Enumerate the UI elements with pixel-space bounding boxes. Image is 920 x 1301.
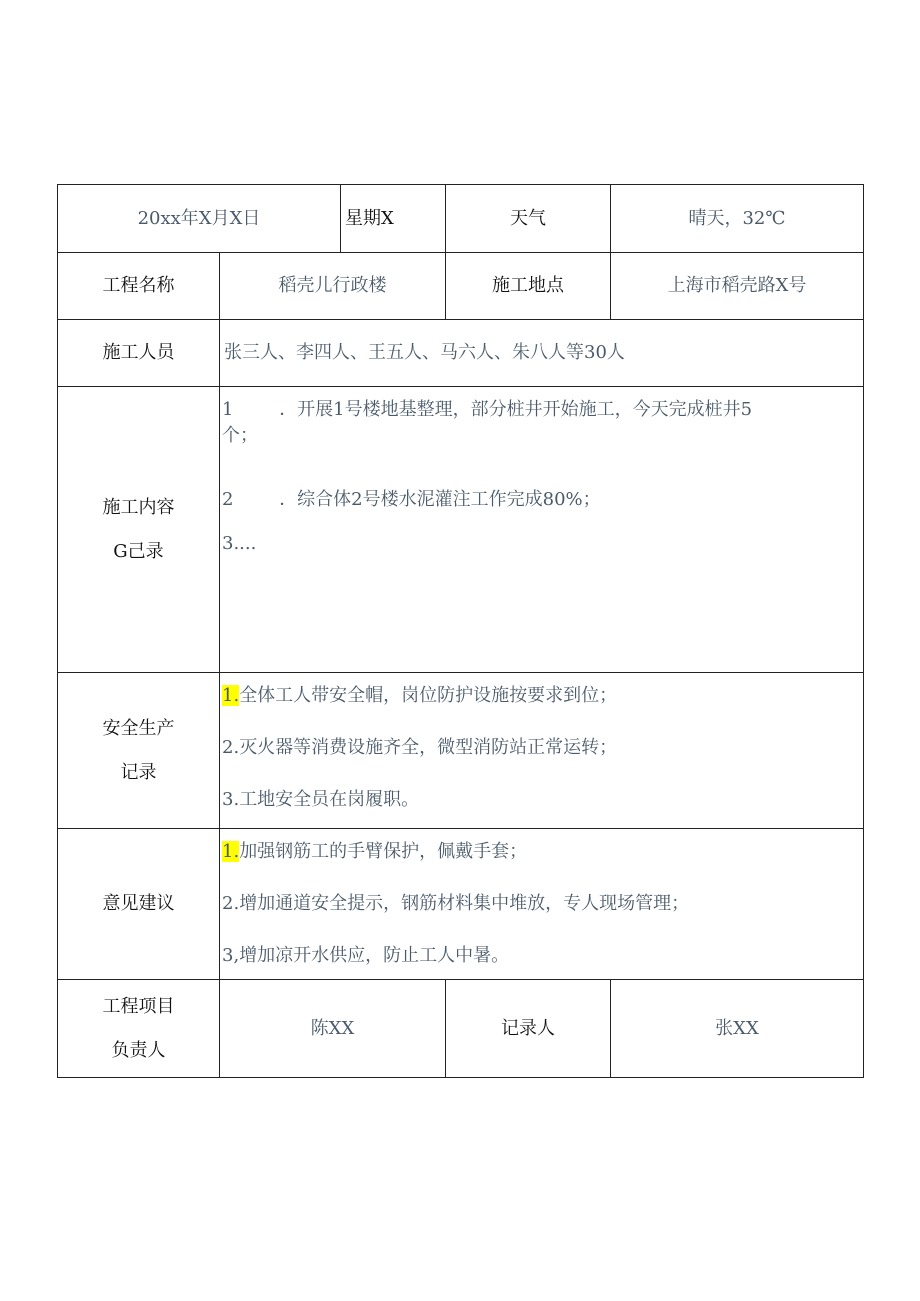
work-item bbox=[222, 487, 855, 513]
safety-row bbox=[58, 673, 864, 829]
weather-label: 天气 bbox=[510, 207, 546, 229]
recorder-value-cell bbox=[611, 980, 864, 1078]
safety-item-text: 工地安全员在岗履职。 bbox=[239, 789, 420, 810]
suggestions-content-cell bbox=[220, 829, 864, 980]
suggestion-item bbox=[222, 943, 855, 969]
recorder-label: 记录人 bbox=[501, 1017, 555, 1039]
manager-value-cell bbox=[220, 980, 446, 1078]
safety-item bbox=[222, 787, 855, 813]
staff-row bbox=[58, 320, 864, 387]
safety-item-number: 2. bbox=[222, 737, 240, 758]
suggestion-item-text: 增加通道安全提示，钢筋材料集中堆放，专人现场管理； bbox=[239, 893, 690, 914]
safety-label-cell bbox=[58, 673, 220, 829]
suggestion-item-number: 3, bbox=[222, 945, 240, 966]
header-row bbox=[58, 185, 864, 253]
staff-label-cell bbox=[58, 320, 220, 387]
date-cell bbox=[58, 185, 341, 253]
work-item bbox=[222, 531, 855, 557]
recorder-label-cell bbox=[446, 980, 611, 1078]
weekday-value: 星期X bbox=[345, 207, 394, 229]
work-item-continuation: 个； bbox=[222, 425, 258, 446]
safety-item-text: 灭火器等消费设施齐全，微型消防站正常运转； bbox=[239, 737, 618, 758]
suggestion-item-number: 1. bbox=[222, 841, 240, 862]
project-name-value: 稻壳儿行政楼 bbox=[278, 275, 387, 297]
work-row bbox=[58, 387, 864, 673]
safety-label-line1: 安全生产 bbox=[102, 718, 175, 740]
suggestion-item-text: 增加凉开水供应，防止工人中暑。 bbox=[239, 945, 510, 966]
project-name-label: 工程名称 bbox=[102, 275, 175, 297]
safety-item-number: 3. bbox=[222, 789, 240, 810]
location-label-cell bbox=[446, 253, 611, 320]
suggestions-label: 意见建议 bbox=[102, 893, 175, 915]
manager-label-cell bbox=[58, 980, 220, 1078]
suggestion-item bbox=[222, 891, 855, 917]
work-item-text: ．开展1号楼地基整理，部分桩井开始施工，今天完成桩井5 bbox=[279, 399, 753, 420]
work-label-cell bbox=[58, 387, 220, 673]
suggestion-item bbox=[222, 839, 855, 865]
safety-item bbox=[222, 735, 855, 761]
weather-label-cell bbox=[446, 185, 611, 253]
safety-item-text: 全体工人带安全帽，岗位防护设施按要求到位； bbox=[239, 685, 618, 706]
recorder-value: 张XX bbox=[715, 1017, 759, 1039]
weekday-cell bbox=[341, 185, 446, 253]
safety-label-line2: 记录 bbox=[120, 761, 157, 783]
weather-value: 晴天，32℃ bbox=[688, 207, 786, 229]
staff-value-cell bbox=[220, 320, 864, 387]
manager-label-line2: 负责人 bbox=[111, 1039, 166, 1061]
suggestion-item-number: 2. bbox=[222, 893, 240, 914]
work-item bbox=[222, 397, 855, 423]
suggestions-label-cell bbox=[58, 829, 220, 980]
suggestions-row bbox=[58, 829, 864, 980]
construction-log-table bbox=[57, 184, 864, 1078]
suggestion-item-text: 加强钢筋工的手臂保护，佩戴手套； bbox=[239, 841, 528, 862]
weather-value-cell bbox=[611, 185, 864, 253]
location-value: 上海市稻壳路X号 bbox=[667, 275, 807, 297]
staff-value: 张三人、李四人、王五人、马六人、朱八人等30人 bbox=[224, 342, 625, 364]
project-row bbox=[58, 253, 864, 320]
project-name-value-cell bbox=[220, 253, 446, 320]
project-name-label-cell bbox=[58, 253, 220, 320]
staff-label: 施工人员 bbox=[102, 342, 175, 364]
location-label: 施工地点 bbox=[492, 275, 564, 297]
safety-item-number: 1. bbox=[222, 685, 240, 706]
manager-value: 陈XX bbox=[310, 1017, 355, 1039]
work-item-number: 2 bbox=[222, 489, 234, 510]
date-value: 20xx年X月X日 bbox=[137, 207, 261, 229]
work-item-text: ．综合体2号楼水泥灌注工作完成80%； bbox=[279, 489, 601, 510]
location-value-cell bbox=[611, 253, 864, 320]
work-label-line1: 施工内容 bbox=[102, 497, 175, 519]
signoff-row bbox=[58, 980, 864, 1078]
safety-content-cell bbox=[220, 673, 864, 829]
work-item-number: 3.... bbox=[222, 533, 257, 554]
work-label-line2: G己录 bbox=[113, 540, 164, 562]
manager-label-line1: 工程项目 bbox=[102, 996, 175, 1018]
work-item-number: 1 bbox=[222, 399, 234, 420]
work-content-cell bbox=[220, 387, 864, 673]
safety-item bbox=[222, 683, 855, 709]
